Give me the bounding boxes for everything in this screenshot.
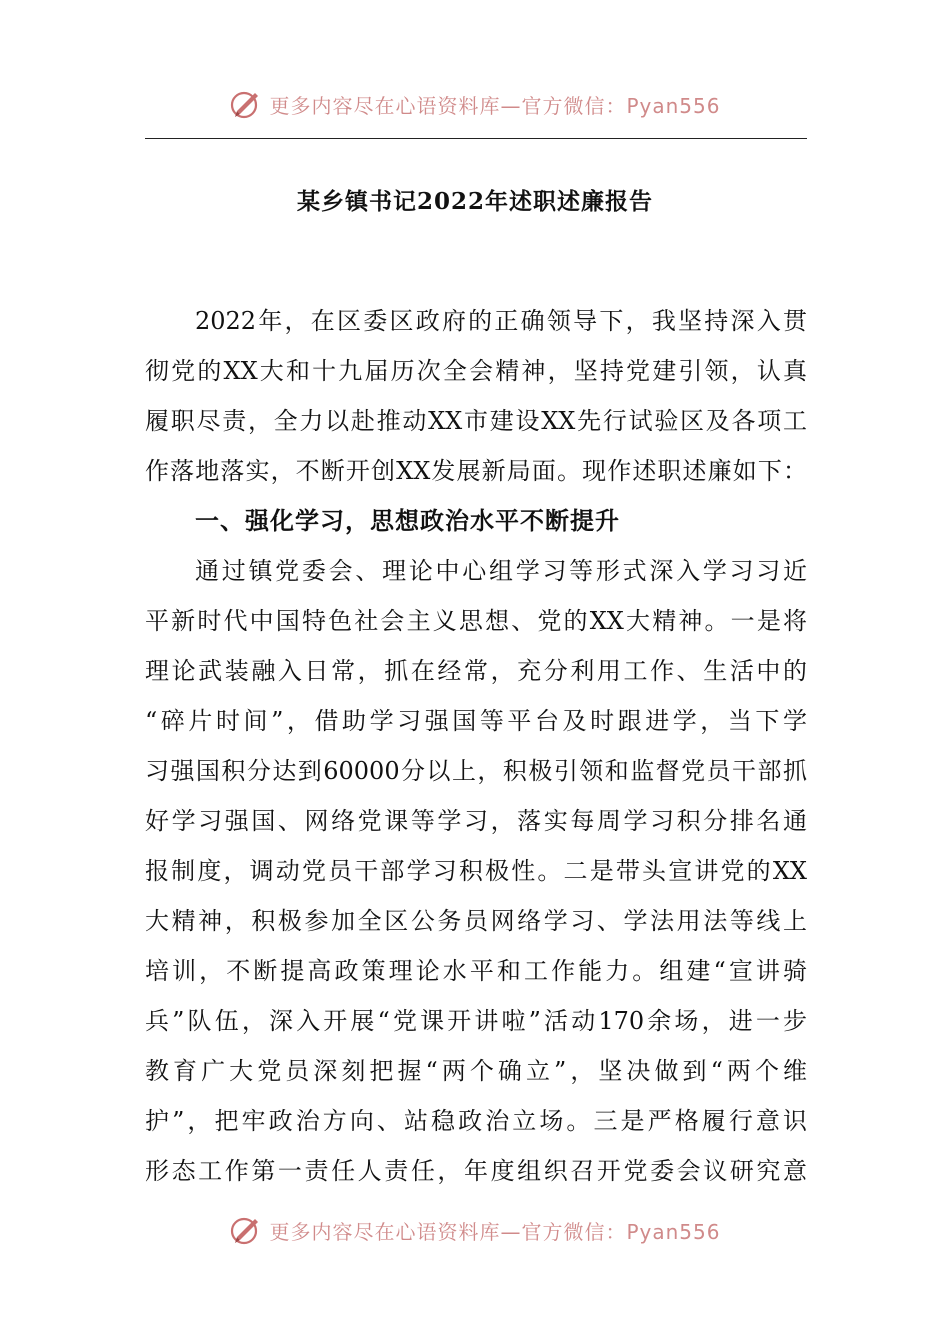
paragraph-line: 作落地落实，不断开创XX发展新局面。现作述职述廉如下： [145, 457, 807, 485]
paragraph-line: 报制度，调动党员干部学习积极性。二是带头宣讲党的XX [145, 857, 807, 885]
paragraph-line: 2022年，在区委区政府的正确领导下，我坚持深入贯 [195, 307, 807, 335]
paragraph-line: 教育广大党员深刻把握“两个确立”，坚决做到“两个维 [145, 1057, 807, 1085]
document-body [145, 296, 807, 1196]
section-heading: 一、强化学习，思想政治水平不断提升 [195, 506, 620, 535]
header-rule [145, 138, 807, 139]
paragraph-line: 护”，把牢政治方向、站稳政治立场。三是严格履行意识 [145, 1107, 807, 1135]
watermark-text: 更多内容尽在心语资料库—官方微信：Pyan556 [269, 1219, 721, 1244]
paragraph-line: 理论武装融入日常，抓在经常，充分利用工作、生活中的 [145, 657, 807, 685]
paragraph-line: 培训，不断提高政策理论水平和工作能力。组建“宣讲骑 [145, 957, 807, 985]
pen-logo-icon [229, 87, 263, 121]
paragraph-line: 通过镇党委会、理论中心组学习等形式深入学习习近 [195, 557, 807, 585]
watermark-text: 更多内容尽在心语资料库—官方微信：Pyan556 [269, 93, 721, 118]
pen-logo-icon [229, 1213, 263, 1247]
watermark-banner-bottom [0, 1210, 950, 1250]
paragraph-line: 彻党的XX大和十九届历次全会精神，坚持党建引领，认真 [145, 357, 807, 385]
paragraph-line: 好学习强国、网络党课等学习，落实每周学习积分排名通 [145, 807, 807, 835]
paragraph-line: 大精神，积极参加全区公务员网络学习、学法用法等线上 [145, 907, 807, 935]
paragraph-line: 兵”队伍，深入开展“党课开讲啦”活动170余场，进一步 [145, 1007, 807, 1035]
paragraph-line: 履职尽责，全力以赴推动XX市建设XX先行试验区及各项工 [145, 407, 807, 435]
document-title: 某乡镇书记2022年述职述廉报告 [296, 188, 653, 215]
paragraph-line: 习强国积分达到60000分以上，积极引领和监督党员干部抓 [145, 757, 807, 785]
watermark-banner-top [0, 84, 950, 124]
paragraph-line: 平新时代中国特色社会主义思想、党的XX大精神。一是将 [145, 607, 807, 635]
paragraph-line: 形态工作第一责任人责任，年度组织召开党委会议研究意 [145, 1157, 807, 1185]
paragraph-line: “碎片时间”，借助学习强国等平台及时跟进学，当下学 [145, 707, 807, 735]
